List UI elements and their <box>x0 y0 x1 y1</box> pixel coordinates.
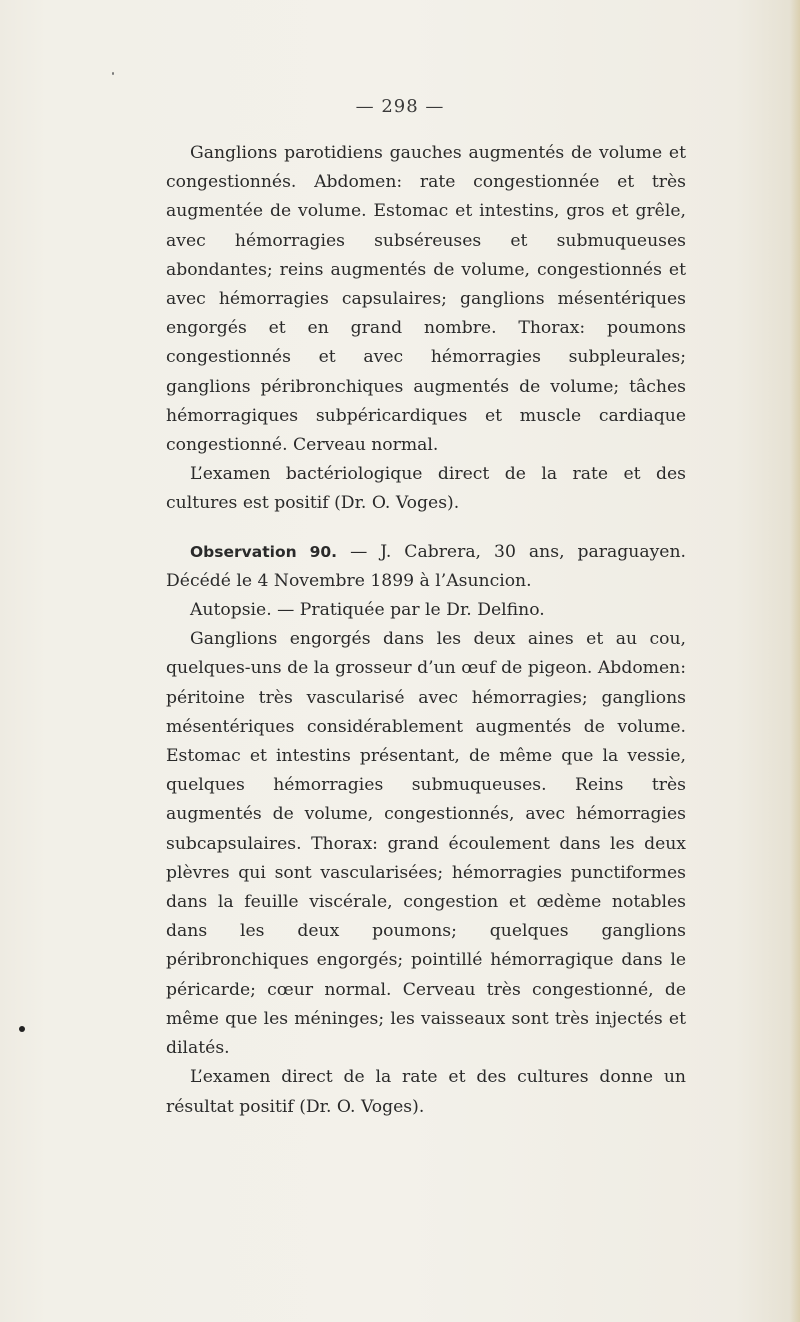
paragraph-findings: Ganglions parotidiens gauches augmentés de volume et congestionnés. Abdomen: rate congestionnée et très augmentée de volume. Estomac et intestins, gros et grêle, avec hémorragies subséreuses et submuqueuses abondantes; reins augmentés de volume, congestionnés et avec hémorragies capsulaires; ganglions mésentériques engorgés et en grand nombre. Thorax: poumons congestionnés et avec hémorragies subpleurales; ganglions péribronchiques augmentés de volume; tâches hémorragiques subpéricardiques et muscle cardiaque congestionné. Cerveau normal. <box>166 143 686 456</box>
ink-speck <box>112 72 114 75</box>
observation-label: Observation 90. <box>190 542 338 561</box>
paragraph-bacteriology: L’examen bactériologique direct de la rate et des cultures est positif (Dr. O. Voges). <box>166 464 686 514</box>
ink-spot <box>19 1026 25 1032</box>
paragraph-autopsy: Autopsie. — Pratiquée par le Dr. Delfino. <box>190 600 545 621</box>
observation-intro: — J. Cabrera, 30 ans, paraguayen. Décédé le 4 Novembre 1899 à l’Asuncion. <box>166 541 686 591</box>
observation-heading <box>166 538 686 596</box>
page-number: — 298 — <box>355 96 445 117</box>
page-edge-shadow <box>790 0 800 1322</box>
paragraph-result: L’examen direct de la rate et des cultures donne un résultat positif (Dr. O. Voges). <box>166 1067 686 1117</box>
paragraph-autopsy-findings: Ganglions engorgés dans les deux aines et au cou, quelques-uns de la grosseur d’un œuf de pigeon. Abdomen: péritoine très vascularisé avec hémorragies; ganglions mésentériques considérablement augmentés de volume. Estomac et intestins présentant, de même que la vessie, quelques hémorragies submuqueuses. Reins très augmentés de volume, congestionnés, avec hémorragies subcapsulaires. Thorax: grand écoulement dans les deux plèvres qui sont vascularisées; hémorragies punctiformes dans la feuille viscérale, congestion et œdème notables dans les deux poumons; quelques ganglions péribronchiques engorgés; pointillé hémorragique dans le péricarde; cœur normal. Cerveau très congestionné, de même que les méninges; les vaisseaux sont très injectés et dilatés. <box>166 629 686 1059</box>
body-text <box>166 139 686 1122</box>
